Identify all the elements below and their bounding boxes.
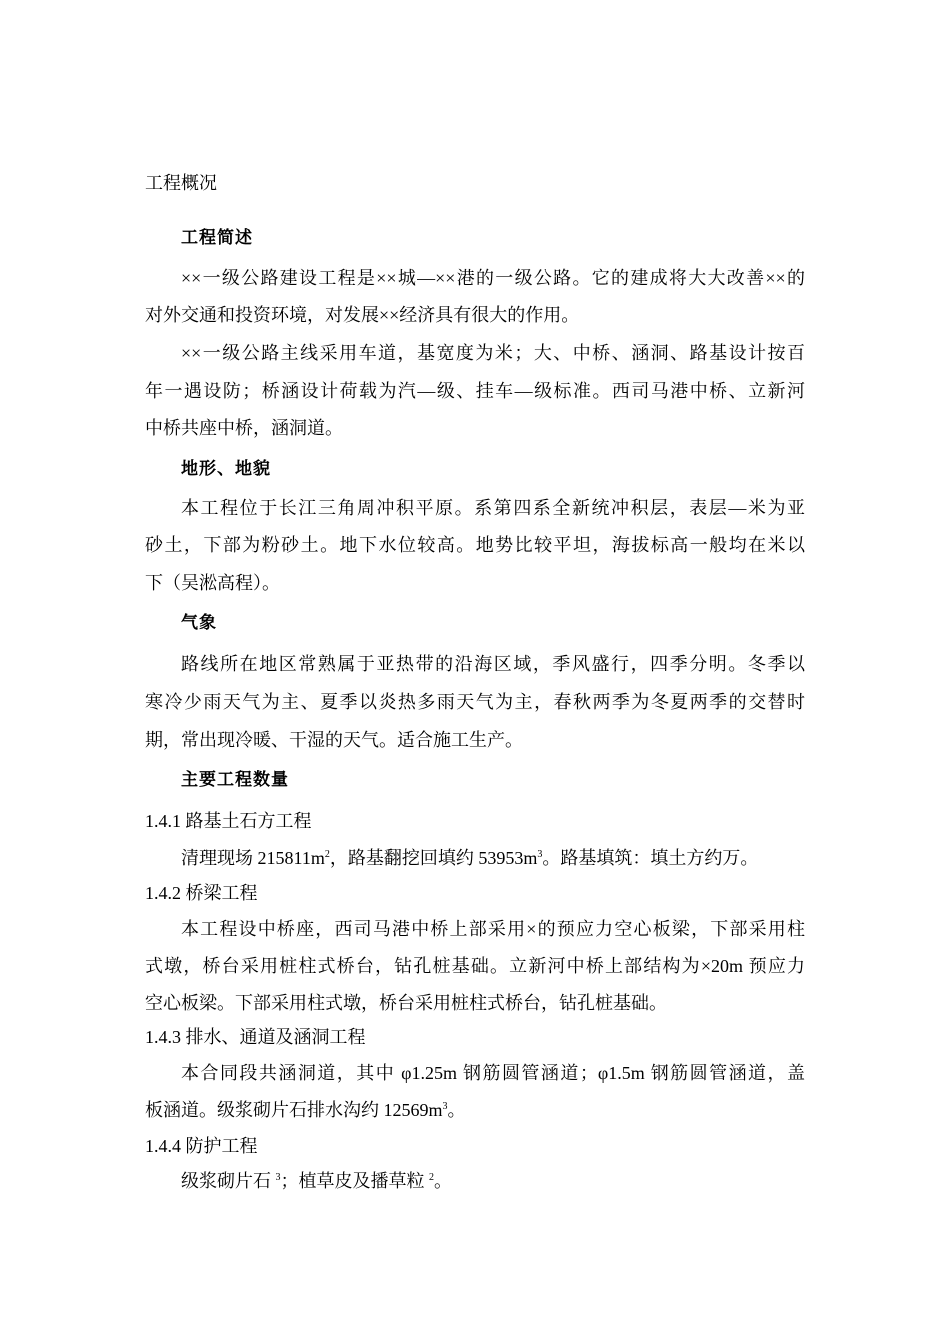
paragraph-line: 对外交通和投资环境，对发展××经济具有很大的作用。 — [145, 305, 580, 325]
subsection-title: 1.4.4 防护工程 — [145, 1136, 258, 1156]
paragraph-line: 板涵道。级浆砌片石排水沟约 $12569m^3$。 — [145, 1100, 466, 1120]
paragraph-line: 级浆砌片石 $^3$；植草皮及播草粒 $^2$。 — [181, 1171, 452, 1191]
section-heading-terrain: 地形、地貌 — [181, 459, 271, 479]
paragraph-line: 本合同段共涵洞道，其中 φ1.25m 钢筋圆管涵道；φ1.5m 钢筋圆管涵道，盖 — [181, 1063, 805, 1083]
subsection-title: 1.4.3 排水、通道及涵洞工程 — [145, 1027, 366, 1047]
paragraph-line: 中桥共座中桥，涵洞道。 — [145, 418, 343, 438]
subsection-title: 1.4.2 桥梁工程 — [145, 883, 258, 903]
subsection-title: 1.4.1 路基土石方工程 — [145, 811, 312, 831]
paragraph-line: 寒冷少雨天气为主、夏季以炎热多雨天气为主，春秋两季为冬夏两季的交替时 — [145, 692, 805, 712]
paragraph-line: 清理现场 $215811m^2$，路基翻挖回填约 $53953m^3$。路基填筑：填土方约万。 — [181, 848, 759, 868]
section-heading-weather: 气象 — [181, 613, 217, 633]
paragraph-line: ××一级公路建设工程是××城—××港的一级公路。它的建成将大大改善××的 — [181, 268, 805, 288]
paragraph-line: 本工程位于长江三角周冲积平原。系第四系全新统冲积层，表层—米为亚 — [181, 498, 805, 518]
paragraph-line: 砂土，下部为粉砂土。地下水位较高。地势比较平坦，海拔标高一般均在米以 — [145, 535, 805, 555]
section-heading-overview: 工程简述 — [181, 228, 253, 248]
page-title: 工程概况 — [145, 173, 217, 194]
paragraph-line: 年一遇设防；桥涵设计荷载为汽—级、挂车—级标准。西司马港中桥、立新河 — [145, 381, 805, 401]
paragraph-line: 空心板梁。下部采用柱式墩，桥台采用桩柱式桥台，钻孔桩基础。 — [145, 993, 667, 1013]
paragraph-line: ××一级公路主线采用车道，基宽度为米；大、中桥、涵洞、路基设计按百 — [181, 343, 805, 363]
section-heading-quantities: 主要工程数量 — [181, 770, 289, 790]
paragraph-line: 期，常出现冷暖、干湿的天气。适合施工生产。 — [145, 730, 523, 750]
paragraph-line: 本工程设中桥座，西司马港中桥上部采用×的预应力空心板梁，下部采用柱 — [181, 919, 805, 939]
paragraph-line: 式墩，桥台采用桩柱式桥台，钻孔桩基础。立新河中桥上部结构为×20m 预应力 — [145, 956, 805, 976]
paragraph-line: 路线所在地区常熟属于亚热带的沿海区域，季风盛行，四季分明。冬季以 — [181, 654, 805, 674]
paragraph-line: 下（吴淞高程）。 — [145, 573, 280, 593]
